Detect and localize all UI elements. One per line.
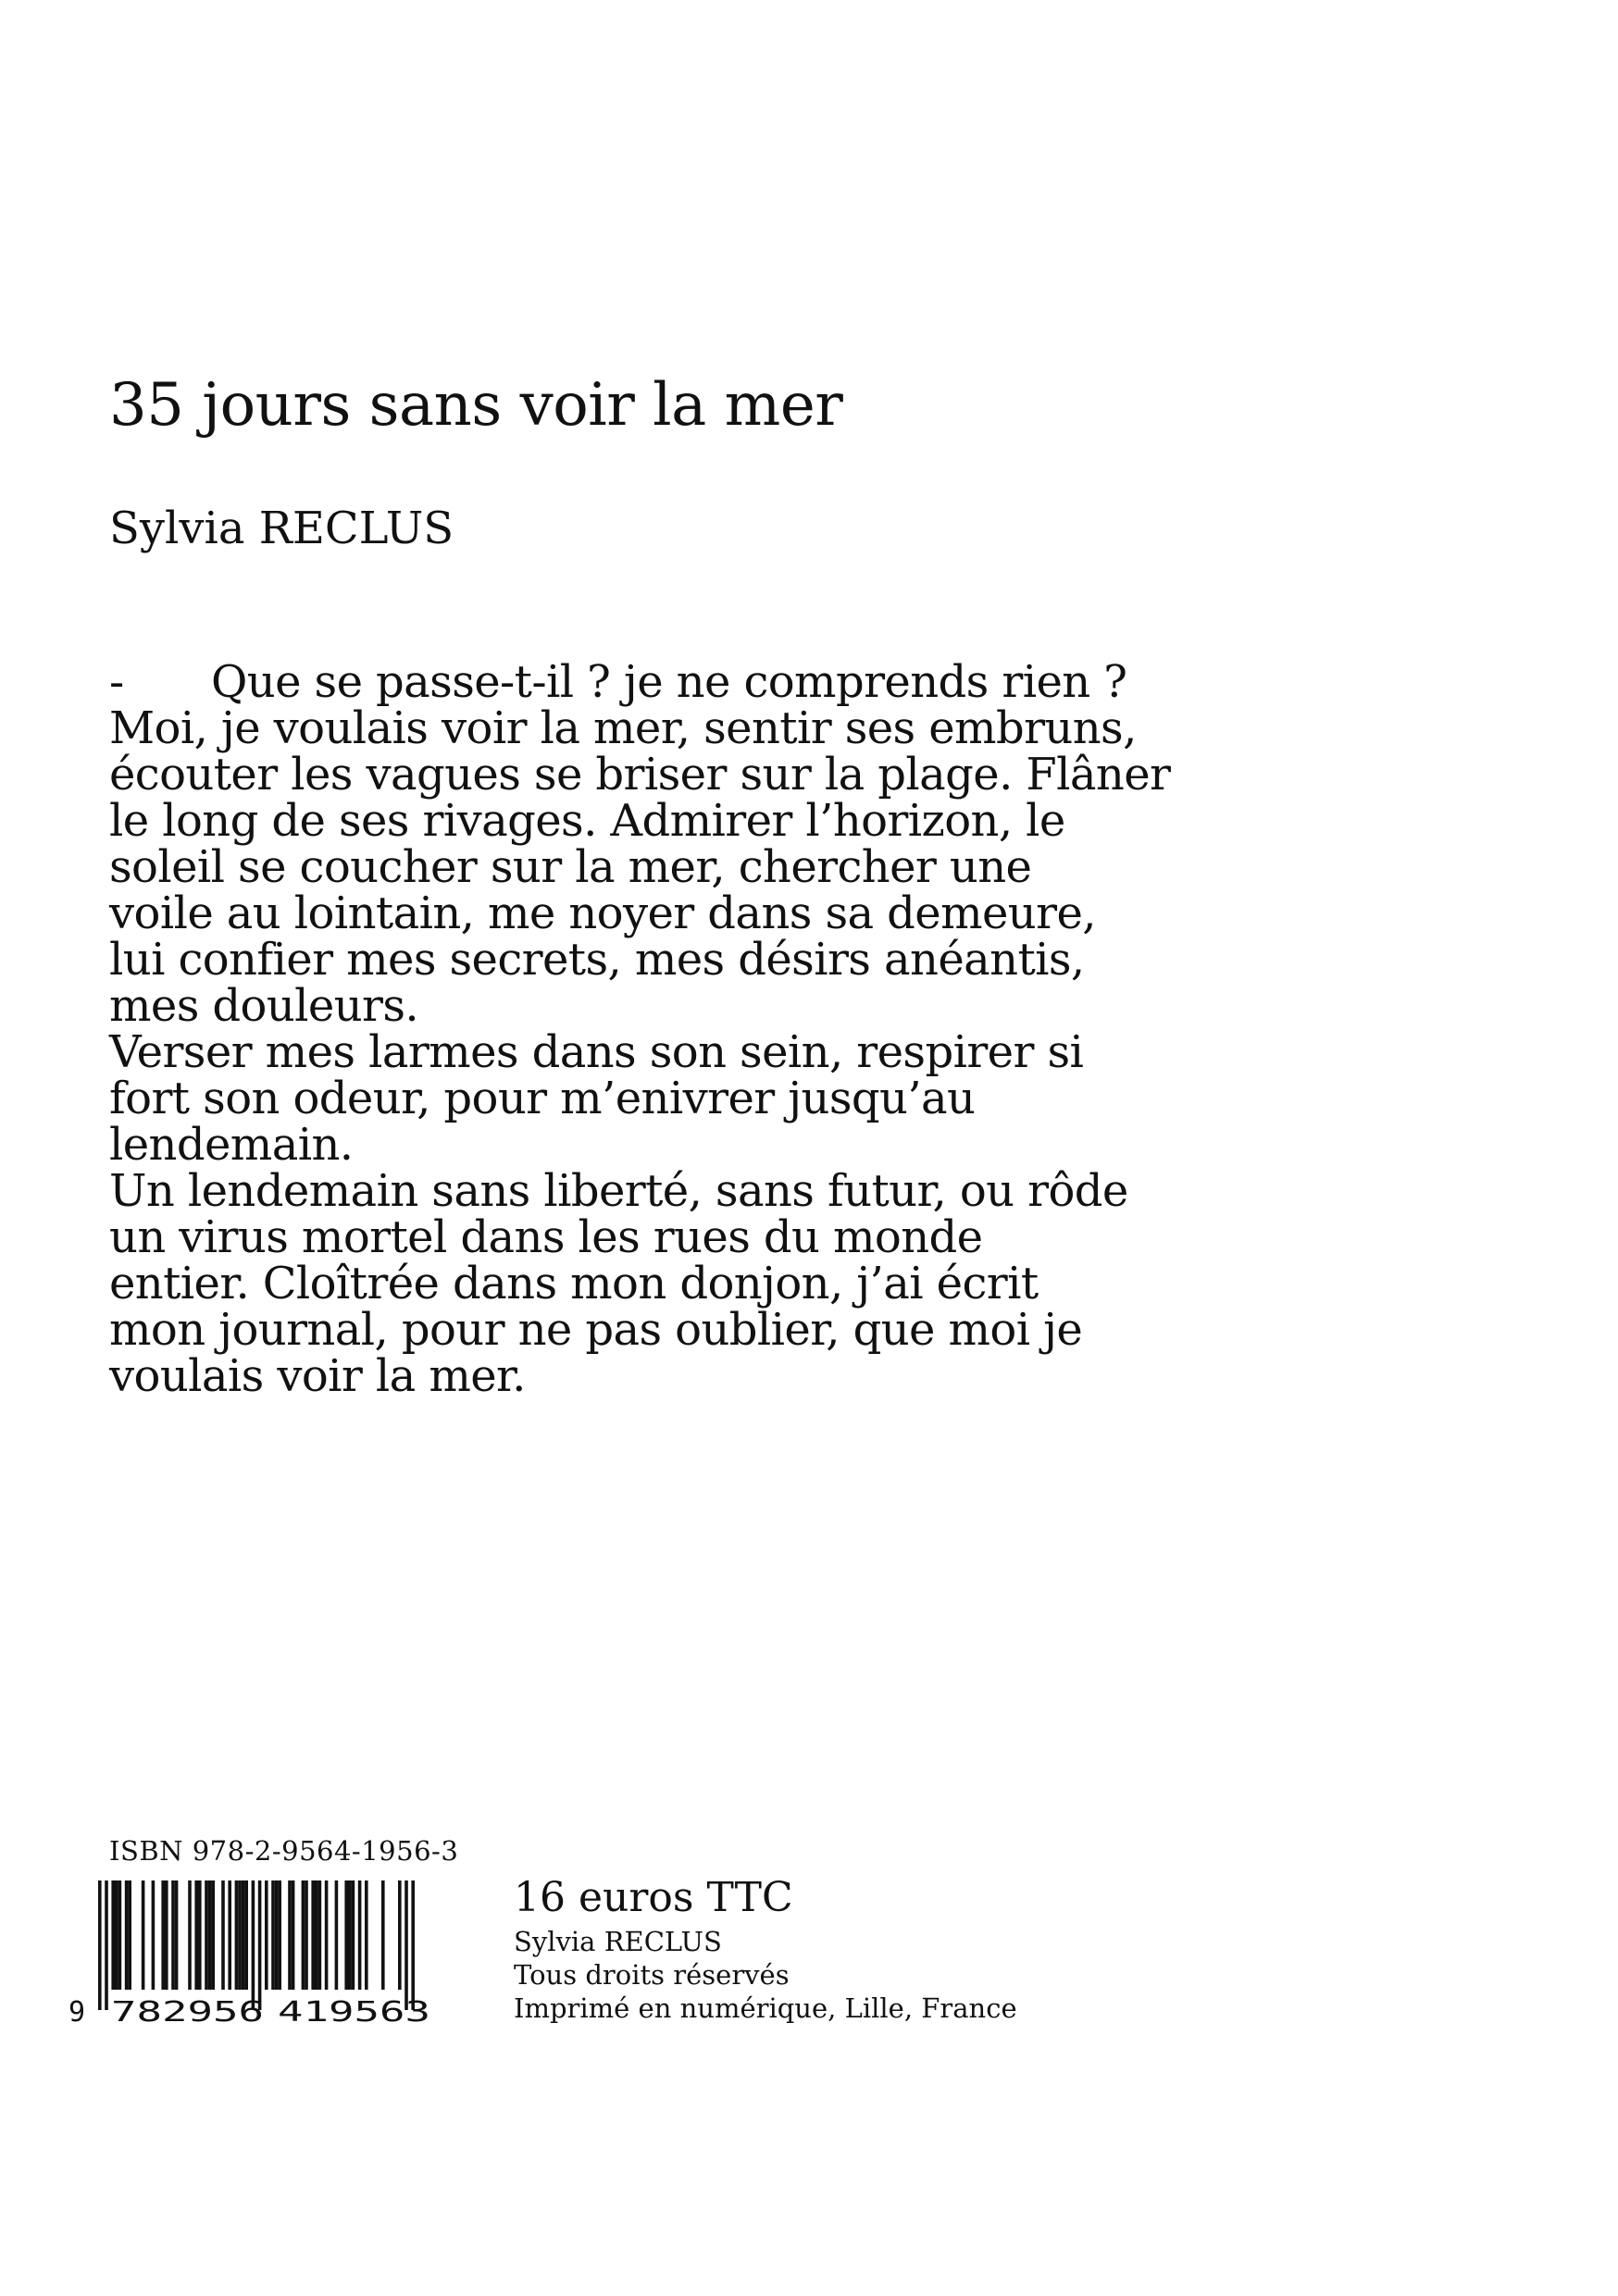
- isbn-barcode: [65, 1877, 454, 2025]
- barcode-bar: [152, 1880, 156, 1990]
- barcode-bar: [198, 1880, 202, 1990]
- barcode-bar: [171, 1880, 175, 1990]
- barcode-bar: [352, 1880, 355, 1990]
- barcode-bar: [318, 1880, 322, 1990]
- back-cover-blurb: [109, 656, 1257, 1402]
- blurb-line: [109, 656, 1257, 708]
- barcode-bar: [344, 1880, 348, 1990]
- barcode-bar: [278, 1880, 281, 1990]
- barcode-bar: [105, 1880, 108, 2010]
- barcode-bar: [244, 1880, 248, 1990]
- book-author: Sylvia RECLUS: [109, 503, 454, 554]
- blurb-line: le long de ses rivages. Admirer l’horizon, le: [109, 795, 1065, 847]
- blurb-line: voile au lointain, me noyer dans sa demeure,: [109, 887, 1096, 939]
- barcode-bar: [252, 1880, 255, 2010]
- barcode-bar: [411, 1880, 415, 2010]
- barcode-bar: [238, 1880, 242, 1990]
- barcode-bar: [205, 1880, 208, 1990]
- barcode-bar: [265, 1880, 268, 1990]
- barcode-bar: [271, 1880, 275, 1990]
- blurb-line: Verser mes larmes dans son sein, respirer si: [109, 1026, 1084, 1078]
- blurb-line: écouter les vagues se briser sur la plage. Flâner: [109, 749, 1171, 800]
- blurb-line: Moi, je voulais voir la mer, sentir ses embruns,: [109, 702, 1137, 754]
- price: 16 euros TTC: [514, 1874, 793, 1921]
- barcode-bar: [118, 1880, 122, 1990]
- barcode-bar: [115, 1880, 118, 1990]
- barcode-bar: [165, 1880, 168, 1990]
- barcode-bar: [381, 1880, 385, 1990]
- blurb-line-text: Que se passe-t-il ? je ne comprends rien ?: [211, 656, 1127, 708]
- book-title: 35 jours sans voir la mer: [109, 371, 843, 440]
- isbn-label: ISBN 978-2-9564-1956-3: [109, 1835, 459, 1867]
- barcode-bar: [142, 1880, 145, 1990]
- barcode-bar: [125, 1880, 129, 1990]
- barcode-bar: [98, 1880, 102, 2010]
- barcode-bar: [315, 1880, 318, 1990]
- imprint-rights: Tous droits réservés: [514, 1959, 790, 1991]
- barcode-digit-first: 9: [68, 1996, 86, 2025]
- barcode-bar: [311, 1880, 315, 1990]
- blurb-line: Un lendemain sans liberté, sans futur, ou rôde: [109, 1165, 1128, 1217]
- blurb-line: entier. Cloîtrée dans mon donjon, j’ai écrit: [109, 1258, 1039, 1309]
- barcode-bar: [211, 1880, 215, 1990]
- imprint-printed: Imprimé en numérique, Lille, France: [514, 1992, 1017, 2024]
- barcode-bar: [275, 1880, 279, 1990]
- barcode-bar: [288, 1880, 292, 1990]
- barcode-bar: [292, 1880, 295, 1990]
- blurb-line: lendemain.: [109, 1119, 354, 1171]
- blurb-dash: -: [109, 656, 124, 708]
- barcode-bar: [242, 1880, 245, 1990]
- barcode-bar: [325, 1880, 329, 1990]
- barcode-bar: [305, 1880, 308, 1990]
- barcode-bar: [258, 1880, 262, 2010]
- barcode-bar: [208, 1880, 212, 1990]
- blurb-line: mes douleurs.: [109, 980, 419, 1032]
- barcode-bar: [358, 1880, 362, 1990]
- barcode-bars: [98, 1880, 415, 2010]
- barcode-bar: [235, 1880, 239, 1990]
- barcode-bar: [365, 1880, 368, 1990]
- blurb-line: soleil se coucher sur la mer, chercher une: [109, 841, 1032, 893]
- barcode-digits-right: 419563: [278, 1996, 430, 2025]
- barcode-bar: [188, 1880, 192, 1990]
- imprint-publisher: Sylvia RECLUS: [514, 1926, 722, 1957]
- barcode-bar: [175, 1880, 179, 1990]
- barcode-bar: [128, 1880, 131, 1990]
- blurb-line: mon journal, pour ne pas oublier, que moi je: [109, 1304, 1083, 1356]
- barcode-digits-left: 782956: [111, 1996, 264, 2025]
- barcode-bar: [335, 1880, 339, 1990]
- imprint-block: [514, 1925, 1017, 2025]
- barcode-bar: [228, 1880, 231, 1990]
- barcode-bar: [221, 1880, 225, 1990]
- blurb-line: un virus mortel dans les rues du monde: [109, 1211, 983, 1263]
- barcode-bar: [161, 1880, 165, 1990]
- barcode-bar: [111, 1880, 115, 1990]
- barcode-bar: [194, 1880, 198, 1990]
- blurb-line: voulais voir la mer.: [109, 1350, 526, 1402]
- blurb-line: lui confier mes secrets, mes désirs anéantis,: [109, 934, 1085, 986]
- barcode-bar: [348, 1880, 352, 1990]
- blurb-line: fort son odeur, pour m’enivrer jusqu’au: [109, 1073, 976, 1124]
- barcode-bar: [404, 1880, 408, 2010]
- barcode-bar: [302, 1880, 305, 1990]
- barcode-bar: [398, 1880, 402, 1990]
